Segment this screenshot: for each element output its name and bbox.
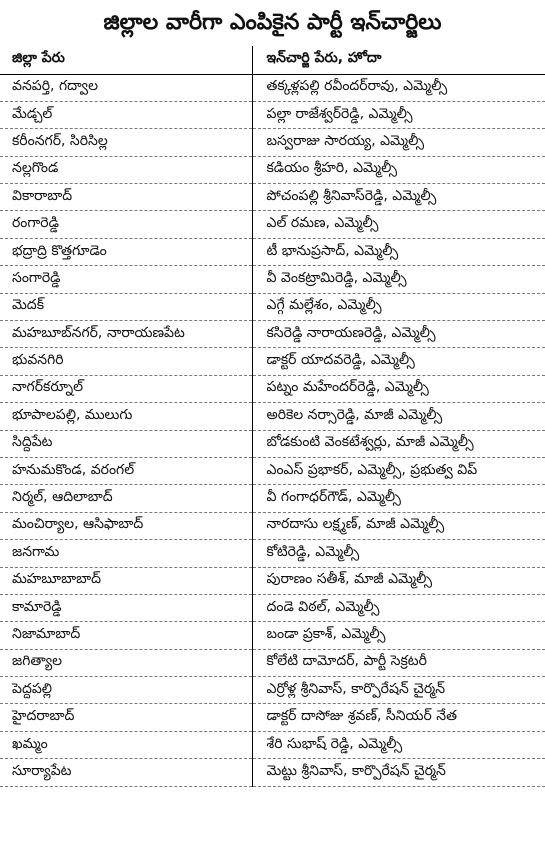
- table-row: [0, 430, 545, 457]
- district-cell: హైదరాబాద్‌: [0, 704, 252, 731]
- district-cell: ఖమ్మం: [0, 731, 252, 758]
- incharge-cell: పోచంపల్లి శ్రీనివాస్‌రెడ్డి, ఎమ్మెల్సీ: [252, 184, 545, 211]
- table-row: [0, 512, 545, 539]
- table-row: [0, 184, 545, 211]
- district-cell: మంచిర్యాల, ఆసిఫాబాద్‌: [0, 512, 252, 539]
- district-cell: మహబూబాబాద్‌: [0, 567, 252, 594]
- incharge-cell: వీ గంగాధర్‌గౌడ్‌, ఎమ్మెల్సీ: [252, 485, 545, 512]
- district-cell: భూపాలపల్లి, ములుగు: [0, 403, 252, 430]
- district-cell: నిజామాబాద్‌: [0, 622, 252, 649]
- incharge-cell: ఎగ్గే మల్లేశం, ఎమ్మెల్సీ: [252, 293, 545, 320]
- table-row: [0, 293, 545, 320]
- table-row: [0, 731, 545, 758]
- district-cell: నల్లగొండ: [0, 156, 252, 183]
- table-row: [0, 101, 545, 128]
- incharge-cell: నారదాసు లక్ష్మణ్‌, మాజీ ఎమ్మెల్సీ: [252, 512, 545, 539]
- district-column-header: జిల్లా పేరు: [0, 46, 252, 74]
- district-cell: మేడ్చల్‌: [0, 101, 252, 128]
- district-cell: జనగామ: [0, 540, 252, 567]
- table-header-row: [0, 46, 545, 74]
- incharge-cell: పురాణం సతీశ్‌, మాజీ ఎమ్మెల్సీ: [252, 567, 545, 594]
- table-row: [0, 348, 545, 375]
- table-row: [0, 457, 545, 484]
- incharge-cell: పల్లా రాజేశ్వర్‌రెడ్డి, ఎమ్మెల్సీ: [252, 101, 545, 128]
- incharge-cell: కోలేటి దామోదర్‌, పార్టీ సెక్రటరీ: [252, 649, 545, 676]
- table-row: [0, 375, 545, 402]
- incharge-cell: దండె విఠల్‌, ఎమ్మెల్సీ: [252, 594, 545, 621]
- table-row: [0, 759, 545, 786]
- incharge-cell: పట్నం మహేందర్‌రెడ్డి, ఎమ్మెల్సీ: [252, 375, 545, 402]
- page-title: జిల్లాల వారీగా ఎంపికైన పార్టీ ఇన్‌చార్జిలు: [103, 10, 442, 35]
- incharge-cell: ఎర్రోళ్ల శ్రీనివాస్‌, కార్పొరేషన్‌ చైర్మన్‌: [252, 677, 545, 704]
- district-cell: హనుమకొండ, వరంగల్‌: [0, 457, 252, 484]
- district-cell: వికారాబాద్‌: [0, 184, 252, 211]
- table-row: [0, 238, 545, 265]
- district-cell: కరీంనగర్‌, సిరిసిల్ల: [0, 129, 252, 156]
- incharge-cell: బండా ప్రకాశ్‌, ఎమ్మెల్సీ: [252, 622, 545, 649]
- table-row: [0, 704, 545, 731]
- table-row: [0, 321, 545, 348]
- table-row: [0, 649, 545, 676]
- incharge-column-header: ఇన్‌చార్జి పేరు, హోదా: [252, 46, 545, 74]
- table-body: [0, 74, 545, 786]
- incharge-cell: బోడకుంటి వెంకటేశ్వర్లు, మాజీ ఎమ్మెల్సీ: [252, 430, 545, 457]
- district-cell: భువనగిరి: [0, 348, 252, 375]
- incharge-cell: కసిరెడ్డి నారాయణరెడ్డి, ఎమ్మెల్సీ: [252, 321, 545, 348]
- incharge-cell: వీ వెంకట్రామిరెడ్డి, ఎమ్మెల్సీ: [252, 266, 545, 293]
- table-row: [0, 594, 545, 621]
- incharge-cell: కోటిరెడ్డి, ఎమ్మెల్సీ: [252, 540, 545, 567]
- table-row: [0, 129, 545, 156]
- district-cell: వనపర్తి, గద్వాల: [0, 74, 252, 101]
- district-cell: కామారెడ్డి: [0, 594, 252, 621]
- incharge-cell: డాక్టర్‌ యాదవరెడ్డి, ఎమ్మెల్సీ: [252, 348, 545, 375]
- incharge-cell: తక్కళ్లపల్లి రవీందర్‌రావు, ఎమ్మెల్సీ: [252, 74, 545, 101]
- district-cell: పెద్దపల్లి: [0, 677, 252, 704]
- incharge-cell: అరికెల నర్సారెడ్డి, మాజీ ఎమ్మెల్సీ: [252, 403, 545, 430]
- incharge-cell: మెట్టు శ్రీనివాస్‌, కార్పొరేషన్‌ చైర్మన్‌: [252, 759, 545, 786]
- incharge-cell: టీ భానుప్రసాద్‌, ఎమ్మెల్సీ: [252, 238, 545, 265]
- table-row: [0, 677, 545, 704]
- table-row: [0, 211, 545, 238]
- incharge-table: [0, 46, 545, 787]
- district-cell: రంగారెడ్డి: [0, 211, 252, 238]
- table-row: [0, 622, 545, 649]
- table-row: [0, 266, 545, 293]
- district-cell: భద్రాద్రి కొత్తగూడెం: [0, 238, 252, 265]
- incharge-cell: డాక్టర్‌ దాసోజు శ్రవణ్‌, సీనియర్‌ నేత: [252, 704, 545, 731]
- table-row: [0, 485, 545, 512]
- table-row: [0, 540, 545, 567]
- incharge-cell: శేరి సుభాష్‌ రెడ్డి, ఎమ్మెల్సీ: [252, 731, 545, 758]
- district-cell: సంగారెడ్డి: [0, 266, 252, 293]
- table-row: [0, 403, 545, 430]
- incharge-cell: బస్వరాజు సారయ్య, ఎమ్మెల్సీ: [252, 129, 545, 156]
- district-cell: సూర్యాపేట: [0, 759, 252, 786]
- district-cell: జగిత్యాల: [0, 649, 252, 676]
- incharge-cell: ఎల్‌ రమణ, ఎమ్మెల్సీ: [252, 211, 545, 238]
- district-cell: నిర్మల్‌, ఆదిలాబాద్‌: [0, 485, 252, 512]
- table-row: [0, 156, 545, 183]
- district-cell: సిద్దిపేట: [0, 430, 252, 457]
- district-cell: నాగర్‌కర్నూల్‌: [0, 375, 252, 402]
- district-cell: మహబూబ్‌నగర్‌, నారాయణపేట: [0, 321, 252, 348]
- table-row: [0, 567, 545, 594]
- district-cell: మెదక్‌: [0, 293, 252, 320]
- incharge-cell: కడియం శ్రీహరి, ఎమ్మెల్సీ: [252, 156, 545, 183]
- incharge-cell: ఎంఎస్‌ ప్రభాకర్‌, ఎమ్మెల్సీ, ప్రభుత్వ విప్‌: [252, 457, 545, 484]
- table-row: [0, 74, 545, 101]
